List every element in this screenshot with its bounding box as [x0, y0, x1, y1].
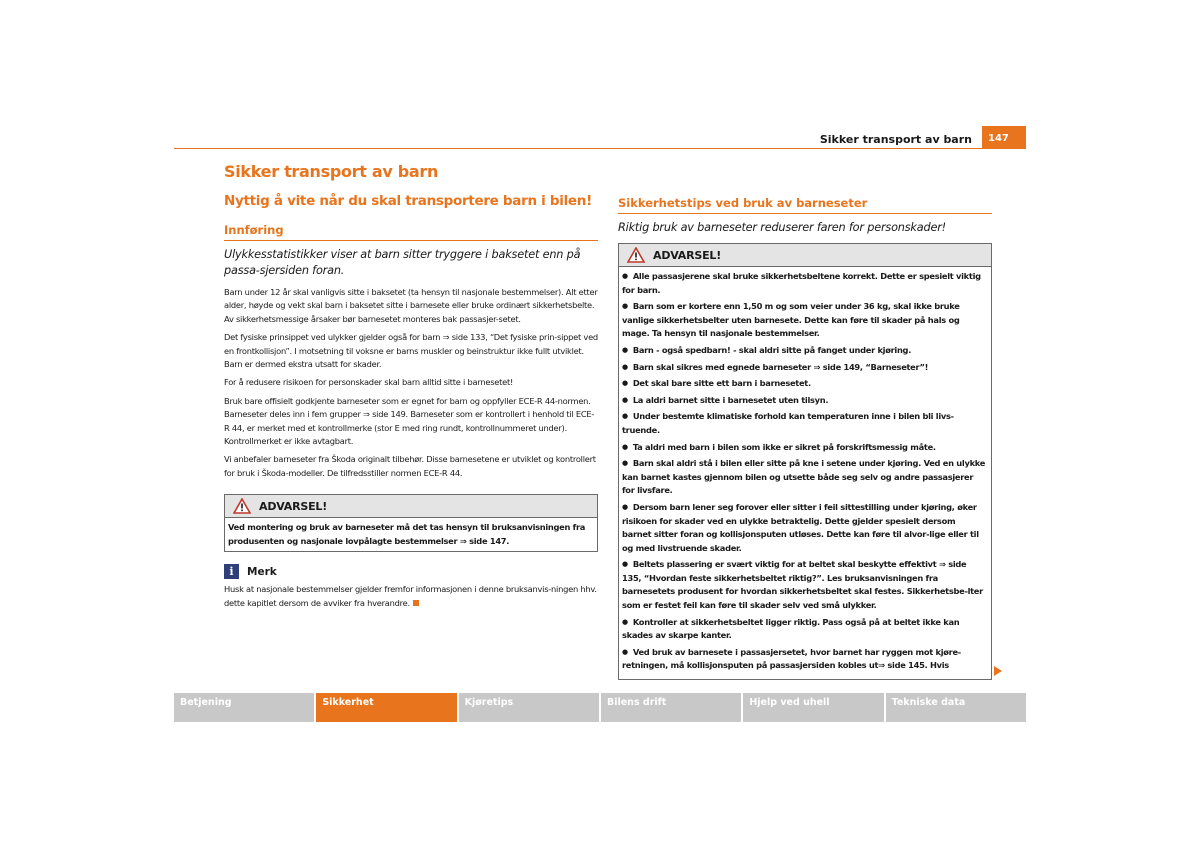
note-block [224, 564, 598, 610]
warning-box [224, 494, 598, 552]
warning-triangle-icon [627, 247, 645, 263]
info-icon: i [224, 564, 239, 579]
header-rule [174, 148, 1026, 149]
warning-item: ● Barn skal aldri stå i bilen eller sitte på kne i setene under kjøring. Ved en ulykke kan barnet kastes gjennom bilen og utsette både seg selv og andre passasjerer for livsfare. [622, 457, 987, 498]
warning-item: ● Under bestemte klimatiske forhold kan temperaturen inne i bilen bli livs-truende. [622, 410, 987, 437]
warning-title: ADVARSEL! [259, 499, 328, 513]
warning-item: ● Alle passasjerene skal bruke sikkerhetsbeltene korrekt. Dette er spesielt viktig for barn. [622, 270, 987, 297]
warning-box-right [618, 243, 992, 680]
paragraph: Barn under 12 år skal vanligvis sitte i baksetet (ta hensyn til nasjonale bestemmelser). Alt etter alder, høyde og vekt skal barn i baksetet sitte i barnesete eller bruke ordinært sikkerhetsbelte. Av sikkerhetsmessige årsaker bør barnesetet monteres bak passasjer-setet. [224, 287, 598, 324]
page-subtitle: Nyttig å vite når du skal transportere barn i bilen! [224, 193, 592, 209]
warning-title: ADVARSEL! [653, 248, 722, 262]
warning-text: Ved montering og bruk av barneseter må det tas hensyn til bruksanvisningen fra produsenten og nasjonale lovpålagte bestemmelser ⇒ side 147. [228, 522, 586, 546]
nav-tab-hjelp-ved-uhell[interactable]: Hjelp ved uhell [743, 693, 883, 722]
warning-triangle-icon [233, 498, 251, 514]
warning-item: ● Barn som er kortere enn 1,50 m og som veier under 36 kg, skal ikke bruke vanlige sikkerhetsbelter uten barnesete. Dette kan føre til skader på hals og mage. Ta hensyn til nasjonale bestemmelser. [622, 300, 987, 341]
paragraph: Vi anbefaler barneseter fra Škoda originalt tilbehør. Disse barnesetene er utviklet og kontrollert for bruk i Škoda-modeller. De tilfredsstiller normen ECE-R 44. [224, 454, 596, 478]
header-title: Sikker transport av barn [819, 133, 972, 146]
warning-header [619, 244, 991, 267]
warning-item: ● Kontroller at sikkerhetsbeltet ligger riktig. Pass også på at beltet ikke kan skades av skarpe kanter. [622, 616, 987, 643]
warning-header [225, 495, 597, 518]
warning-item: ● Barn skal sikres med egnede barneseter ⇒ side 149, “Barneseter”! [622, 361, 987, 375]
warning-item: ● Ta aldri med barn i bilen som ikke er sikret på forskriftsmessig måte. [622, 441, 987, 455]
continue-arrow-icon [994, 666, 1002, 676]
warning-item: ● Beltets plassering er svært viktig for at beltet skal beskytte effektivt ⇒ side 135, “Hvordan feste sikkerhetsbeltet riktig?”. Les bruksanvisningen fra barnesetets produsent for hvordan sikkerhetsbeltet skal festes. Sikkerhetsbe-lter som er festet feil kan føre til skader selv ved små ulykker. [622, 558, 987, 612]
paragraph: Det fysiske prinsippet ved ulykker gjelder også for barn ⇒ side 133, “Det fysiske prin-sippet ved en frontkollisjon”. I motsetning til voksne er barns muskler og beinstruktur ikke fullt utviklet. Barn er dermed ekstra utsatt for skader. [224, 332, 598, 370]
nav-tab-bilens-drift[interactable]: Bilens drift [601, 693, 741, 722]
page-number: 147 [982, 126, 1026, 148]
section-heading-innforing: Innføring [224, 223, 598, 241]
warning-item: ● Dersom barn lener seg forover eller sitter i feil sittestilling under kjøring, øker risikoen for skader ved en ulykke betraktelig. Dette gjelder spesielt dersom barnet sitter foran og kollisjonsputen utløses. Dette kan føre til alvor-lige eller til og med livstruende skader. [622, 501, 987, 555]
note-title: Merk [247, 565, 277, 578]
right-lead-text: Riktig bruk av barneseter reduserer faren for personskader! [618, 221, 946, 234]
nav-tab-kjoretips[interactable]: Kjøretips [459, 693, 599, 722]
section-heading-sikkerhetstips: Sikkerhetstips ved bruk av barneseter [618, 196, 992, 214]
lead-text: Ulykkesstatistikker viser at barn sitter tryggere i baksetet enn på passa-sjersiden foran. [224, 248, 581, 277]
left-column [224, 162, 598, 615]
footer-nav [174, 693, 1026, 722]
warning-item: ● Ved bruk av barnesete i passasjersetet, hvor barnet har ryggen mot kjøre-retningen, må kollisjonsputen på passasjersiden kobles ut⇒ side 145. Hvis [622, 646, 987, 673]
nav-tab-betjening[interactable]: Betjening [174, 693, 314, 722]
note-text: Husk at nasjonale bestemmelser gjelder fremfor informasjonen i denne bruksanvis-ningen hhv. dette kapitlet dersom de avviker fra hverandre. [224, 584, 597, 608]
warning-list [619, 267, 991, 679]
right-column [618, 196, 992, 680]
nav-tab-tekniske-data[interactable]: Tekniske data [886, 693, 1026, 722]
warning-item: ● Det skal bare sitte ett barn i barnesetet. [622, 377, 987, 391]
nav-tab-sikkerhet[interactable]: Sikkerhet [316, 693, 456, 722]
page-title: Sikker transport av barn [224, 162, 439, 181]
warning-item: ● Barn - også spedbarn! - skal aldri sitte på fanget under kjøring. [622, 344, 987, 358]
end-marker-icon [413, 600, 419, 606]
paragraph: Bruk bare offisielt godkjente barneseter som er egnet for barn og oppfyller ECE-R 44-normen. Barneseter deles inn i fem grupper ⇒ side 149. Barneseter som er kontrollert i henhold til ECE-R 44, er merket med et kontrollmerke (stor E med ring rundt, kontrollnummeret under). Kontrollmerket er ikke avtagbart. [224, 395, 595, 447]
warning-item: ● La aldri barnet sitte i barnesetet uten tilsyn. [622, 394, 987, 408]
paragraph: For å redusere risikoen for personskader skal barn alltid sitte i barnesetet! [224, 377, 514, 388]
